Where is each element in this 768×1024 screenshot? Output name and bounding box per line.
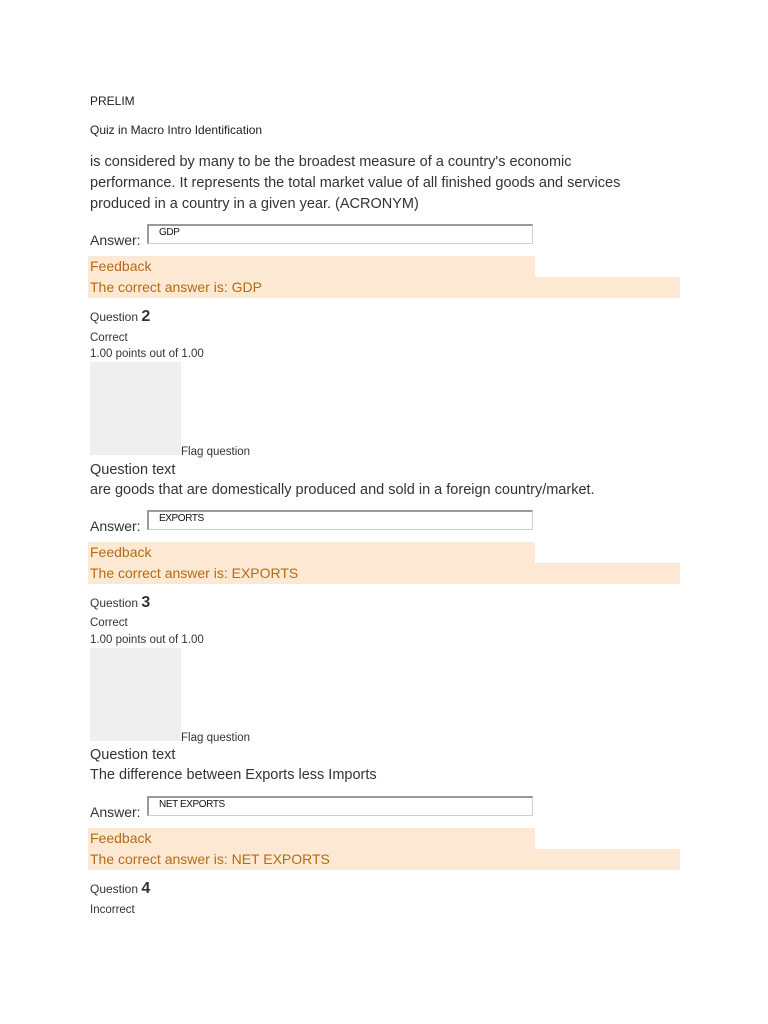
question-3-state: Correct bbox=[90, 617, 128, 629]
feedback-text: The correct answer is: NET EXPORTS bbox=[90, 851, 330, 867]
question-3-answer-row bbox=[90, 796, 690, 820]
feedback-correct-answer bbox=[88, 563, 680, 584]
flag-icon[interactable] bbox=[90, 362, 181, 455]
quiz-title: Quiz in Macro Intro Identification bbox=[90, 123, 263, 137]
question-4-heading bbox=[90, 880, 150, 898]
answer-label: Answer: bbox=[90, 804, 141, 820]
question-label: Question bbox=[90, 882, 139, 896]
feedback-text: The correct answer is: EXPORTS bbox=[90, 565, 299, 581]
answer-input[interactable]: NET EXPORTS bbox=[147, 796, 533, 816]
question-1-answer-row bbox=[90, 224, 690, 248]
question-3-text-heading: Question text bbox=[90, 747, 176, 763]
question-3-heading bbox=[90, 594, 150, 612]
question-label: Question bbox=[90, 596, 139, 610]
feedback-label: Feedback bbox=[90, 544, 152, 560]
flag-icon[interactable] bbox=[90, 648, 181, 741]
question-1-text: is considered by many to be the broadest measure of a country's economic performance. It represents the total market value of all finished goods and services produced in a country in a given year. (ACRONYM) bbox=[90, 154, 621, 212]
feedback-correct-answer bbox=[88, 849, 680, 870]
answer-input[interactable]: EXPORTS bbox=[147, 510, 533, 530]
document-title: PRELIM bbox=[90, 94, 135, 108]
question-2-grade: 1.00 points out of 1.00 bbox=[90, 348, 204, 360]
question-label: Question bbox=[90, 310, 139, 324]
feedback-text: The correct answer is: GDP bbox=[90, 279, 262, 295]
question-2-text-heading: Question text bbox=[90, 462, 176, 478]
question-3-text: The difference between Exports less Imports bbox=[90, 767, 377, 783]
question-number: 3 bbox=[141, 594, 151, 611]
answer-label: Answer: bbox=[90, 518, 141, 534]
answer-input[interactable]: GDP bbox=[147, 224, 533, 244]
question-3-flag-row bbox=[90, 648, 390, 744]
question-number: 2 bbox=[141, 308, 151, 325]
question-2-flag-row bbox=[90, 362, 390, 458]
feedback-label: Feedback bbox=[90, 830, 152, 846]
feedback-correct-answer bbox=[88, 277, 680, 298]
feedback-heading bbox=[88, 256, 535, 277]
question-3-grade: 1.00 points out of 1.00 bbox=[90, 634, 204, 646]
question-2-heading bbox=[90, 308, 150, 326]
question-2-answer-row bbox=[90, 510, 690, 534]
question-4-state: Incorrect bbox=[90, 904, 135, 916]
question-number: 4 bbox=[141, 880, 151, 897]
flag-question-link[interactable]: Flag question bbox=[181, 732, 251, 744]
feedback-label: Feedback bbox=[90, 258, 152, 274]
flag-question-link[interactable]: Flag question bbox=[181, 446, 251, 458]
feedback-heading bbox=[88, 828, 535, 849]
answer-label: Answer: bbox=[90, 232, 141, 248]
question-2-state: Correct bbox=[90, 332, 128, 344]
question-2-text: are goods that are domestically produced and sold in a foreign country/market. bbox=[90, 482, 595, 498]
feedback-heading bbox=[88, 542, 535, 563]
